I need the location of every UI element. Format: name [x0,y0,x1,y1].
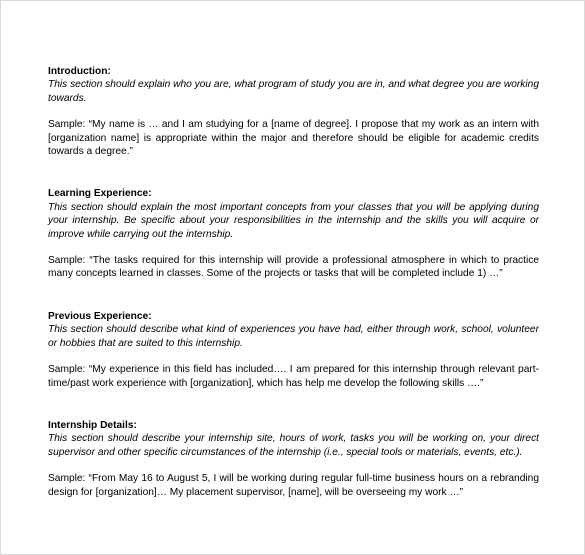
section-internship-details [48,419,539,499]
section-description: This section should describe your internship site, hours of work, tasks you will be working on, your direct supervisor and other specific circumstances of the internship (i.e., special tools or materials, events, etc.). [48,433,539,458]
section-sample: Sample: “My experience in this field has included…. I am prepared for this internship through relevant part-time/past work experience with [organization], which has help me develop the following skills ….” [48,364,539,389]
section-description: This section should explain who you are, what program of study you are in, and what degree you are working towards. [48,79,539,104]
document-body [48,65,539,528]
section-previous-experience [48,310,539,390]
section-sample: Sample: “My name is … and I am studying for a [name of degree]. I propose that my work as an intern with [organization name] is appropriate within the major and therefore should be eligible for academic credits towards a degree.” [48,119,539,158]
section-introduction [48,65,539,158]
section-learning-experience [48,187,539,280]
section-description: This section should describe what kind of experiences you have had, either through work, school, volunteer or hobbies that are suited to this internship. [48,324,539,349]
section-sample: Sample: “The tasks required for this internship will provide a professional atmosphere in which to practice many concepts learned in classes. Some of the projects or tasks that will be completed include 1) …” [48,255,539,280]
section-heading: Learning Experience: [48,188,152,200]
section-sample: Sample: “From May 16 to August 5, I will be working during regular full-time business hours on a rebranding design for [organization]… My placement supervisor, [name], will be overseeing my work …” [48,473,539,498]
section-heading: Previous Experience: [48,310,152,322]
section-heading: Internship Details: [48,419,137,431]
section-heading: Introduction: [48,66,111,77]
section-description: This section should explain the most important concepts from your classes that you will be applying during your internship. Be specific about your responsibilities in the internship and the skills you will acquire or improve while carrying out the internship. [48,201,539,240]
